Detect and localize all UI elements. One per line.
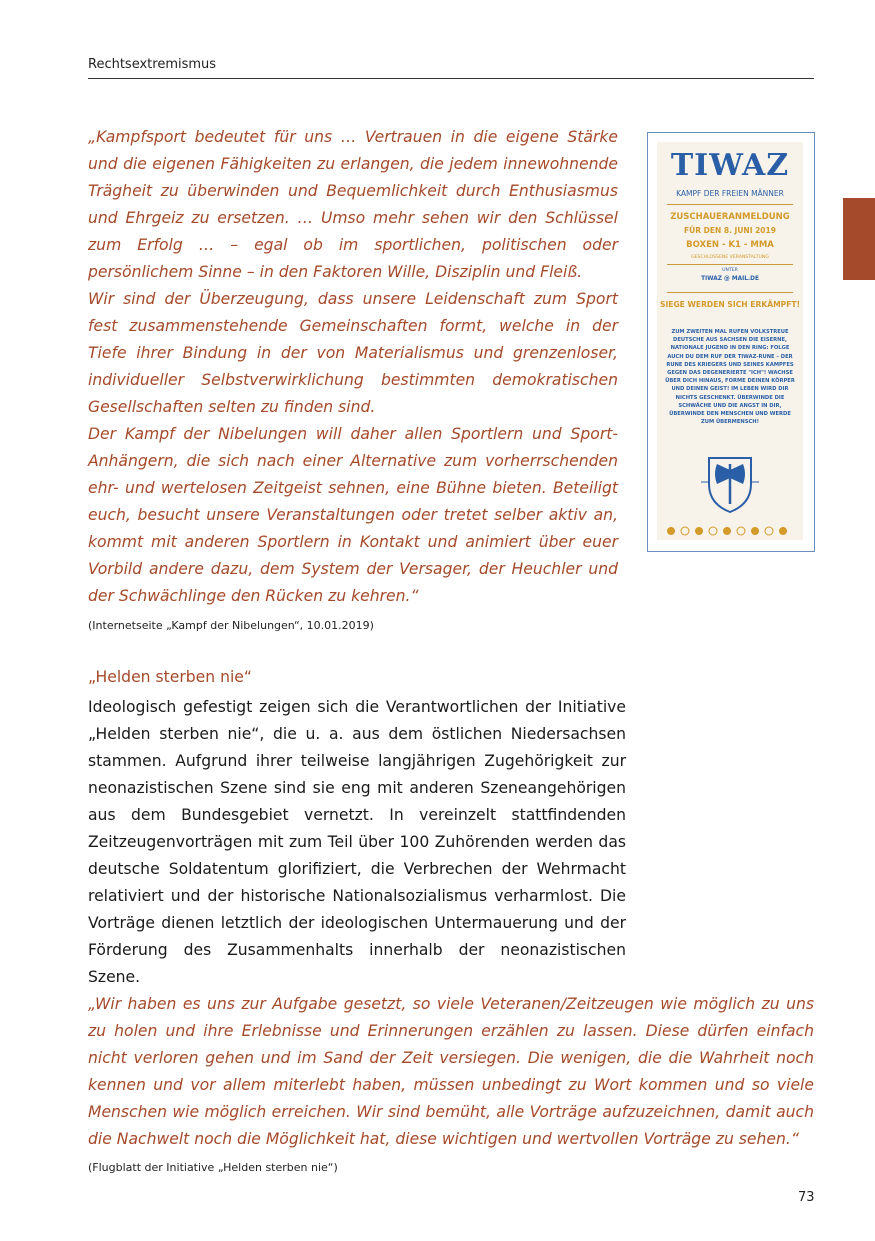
- shield-axe-emblem-icon: [697, 454, 763, 514]
- poster-under: UNTER: [722, 268, 738, 273]
- poster-email: TIWAZ @ MAIL.DE: [701, 276, 759, 282]
- page-number: 73: [798, 1190, 815, 1205]
- poster-closed-event: GESCHLOSSENE VERANSTALTUNG: [691, 255, 769, 260]
- poster-divider: [667, 292, 793, 293]
- quote2-source: (Flugblatt der Initiative „Helden sterben nie“): [88, 1161, 338, 1174]
- sponsor-logos-row-icon: [665, 526, 795, 536]
- poster-date: FÜR DEN 8. JUNI 2019: [684, 226, 776, 235]
- poster-disciplines: BOXEN - K1 - MMA: [686, 240, 774, 250]
- running-header: Rechtsextremismus: [88, 57, 217, 72]
- poster-body-text: ZUM ZWEITEN MAL RUFEN VOLKSTREUE DEUTSCHE AUS SACHSEN DIE EISERNE, NATIONALE JUGEND IN DEN RING: FOLGE AUCH DU DEM RUF DER TIWAZ-RUNE – DER RUNE DES KRIEGERS UND SEINES KAMPFES GEGEN DAS DEGENERIERTE "ICH"! WACHSE ÜBER DICH HINAUS, FORME DEINEN KÖRPER UND DEINEN GEIST! IM LEBEN WIRD DIR NICHTS GESCHENKT. ÜBERWINDE DIE SCHWÄCHE UND DIE ANGST IN DIR, ÜBERWINDE DEN MENSCHEN UND WERDE ZUM ÜBERMENSCH!: [665, 329, 795, 426]
- poster-registration: ZUSCHAUERANMELDUNG: [670, 212, 790, 222]
- header-divider: [88, 78, 814, 79]
- poster-headline: SIEGE WERDEN SICH ERKÄMPFT!: [659, 300, 801, 309]
- poster-divider: [667, 264, 793, 265]
- quote1-paragraph: Wir sind der Überzeugung, dass unsere Leidenschaft zum Sport fest zusammenstehende Gemeinschaften formt, welche in der Tiefe ihrer Bindung in der von Materialismus und grenzenloser, individueller Selbstverwirklichung bestimmten demokratischen Gesellschaften selten zu finden sind.: [88, 290, 618, 416]
- quote-helden-sterben-nie: „Wir haben es uns zur Aufgabe gesetzt, so viele Veteranen/Zeitzeugen wie möglich zu uns zu holen und ihre Erlebnisse und Erinnerungen erzählen zu lassen. Diese dürfen einfach nicht verloren gehen und im Sand der Zeit versiegen. Die wenigen, die die Wahrheit noch kennen und vor allem miterlebt haben, müssen unbedingt zu Wort kommen und so viele Menschen wie möglich erreichen. Wir sind bemüht, alle Vorträge aufzuzeichnen, damit auch die Nachwelt noch die Möglichkeit hat, diese wichtigen und wertvollen Vorträge zu sehen.“: [88, 995, 814, 1148]
- poster-title: TIWAZ: [670, 148, 790, 183]
- quote1-paragraph: „Kampfsport bedeutet für uns … Vertrauen in die eigene Stärke und die eigenen Fähigkeiten zu erlangen, die jedem innewohnende Trägheit zu überwinden und Bequemlichkeit durch Enthusiasmus und Ehrgeiz zu ersetzen. … Umso mehr sehen wir den Schlüssel zum Erfolg … – egal ob im sportlichen, politischen oder persönlichem Sinne – in den Faktoren Wille, Disziplin und Fleiß.: [88, 128, 618, 281]
- poster-content: [657, 142, 803, 540]
- chapter-tab-marker: [843, 198, 875, 280]
- poster-divider: [667, 204, 793, 205]
- quote1-source: (Internetseite „Kampf der Nibelungen“, 10.01.2019): [88, 619, 374, 632]
- quote-kampf-der-nibelungen: [88, 124, 618, 610]
- section-body-text: Ideologisch gefestigt zeigen sich die Verantwortlichen der Initiative „Helden sterben nie“, die u. a. aus dem östlichen Niedersachsen stammen. Aufgrund ihrer teilweise langjährigen Zugehörigkeit zur neonazistischen Szene sind sie eng mit anderen Szeneangehörigen aus dem Bundesgebiet vernetzt. In vereinzelt stattfindenden Zeitzeugenvorträgen mit zum Teil über 100 Zuhörenden werden das deutsche Soldatentum glorifiziert, die Verbrechen der Wehrmacht relativiert und der historische Nationalsozialismus verharmlost. Die Vorträge dienen letztlich der ideologischen Untermauerung und der Förderung des Zusammenhalts innerhalb der neonazistischen Szene.: [88, 698, 626, 986]
- quote1-paragraph: Der Kampf der Nibelungen will daher allen Sportlern und Sport-Anhängern, die sich nach einer Alternative zum vorherrschenden ehr- und wertelosen Zeitgeist sehnen, eine Bühne bieten. Beteiligt euch, besucht unsere Veranstaltungen oder tretet selber aktiv an, kommt mit anderen Sportlern in Kontakt und animiert über euer Vorbild andere dazu, dem System der Versager, der Heuchler und der Schwächlinge den Rücken zu kehren.“: [88, 425, 618, 605]
- tiwaz-poster-image: [647, 132, 815, 552]
- poster-subtitle: KAMPF DER FREIEN MÄNNER: [676, 189, 784, 198]
- section-heading-helden-sterben-nie: „Helden sterben nie“: [88, 668, 252, 686]
